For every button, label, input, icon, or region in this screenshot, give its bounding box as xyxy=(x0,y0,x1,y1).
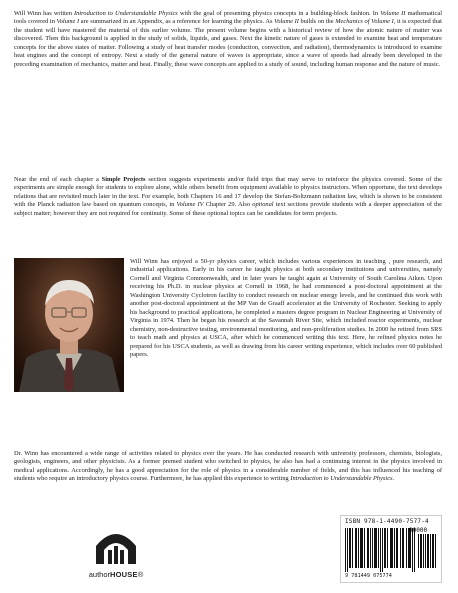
svg-text:90000: 90000 xyxy=(409,527,428,534)
isbn-barcode xyxy=(340,515,442,583)
publisher-name: authorHOUSE® xyxy=(88,570,144,579)
bio-paragraph: Will Winn has enjoyed a 50-yr physics career, which includes various experiences in teaching , pure research, and industrial applications. Early in his career he taught physics at both secondary institutions and universities, namely Cornell and Virginia Commonwealth, and in later years he taught again at University of South Carolina Aiken. Upon receiving his Ph.D. in nuclear physics at Cornell in 1968, he had commenced a post-doctoral appointment at the Washington University Cyclotron facility to conduct research on nuclear energy levels, and he continued this work with another post-doctoral appointment at the MP Van de Graaff accelerator at the University of Rochester. Seeking to apply his background to practical applications, he completed a masters degree program in Nuclear Engineering at University of Virginia in 1974. Then he began his research at the Savannah River Site, which included reactor experiments, nuclear chemistry, non-destructive testing, environmental monitoring, and non-proliferation studies. In 2000 he retired from SRS to teach math and physics at USCA, after which he commenced writing this text. Here, he refined physics notes he prepared for his USCA students, as well as drawing from his career writing experience, which includes over 60 published papers. xyxy=(130,258,442,358)
authorhouse-icon xyxy=(86,520,146,568)
projects-paragraph: Near the end of each chapter a Simple Projects section suggests experiments and/or field trips that may serve to reinforce the physics covered. Some of the experiments are simple enough for students to explore alone, while others benefit from equipment available to physics instructors. When opportune, the text develops relations that are revisited much later in the text. For example, both Chapters 16 and 17 develop the Stefan-Boltzmann radiation law, which is shown to be consistent with the Planck radiation law based on quantum concepts, in Volume IV Chapter 29. Also optional text sections provide students with a deeper appreciation of the subject matter; however they are not required for continuity. Some of these optional topics can be candidates for term projects. xyxy=(14,176,442,217)
closing-paragraph: Dr. Winn has encountered a wide range of activities related to physics over the years. He has conducted research with university professors, chemists, biologists, geologists, engineers, and other physicists. As a former premed student who switched to physics, he also has had a continuing interest in the physics involved in medical applications. Accordingly, he has a good appreciation for the role of physics in a considerable number of fields, and this has influenced his teaching of students who require an introductory physics course. Furthermore, he has applied this experience to writing Introduction to Understandable Physics. xyxy=(14,450,442,483)
isbn-number: ISBN 978-1-4490-7577-4 xyxy=(345,518,429,525)
intro-paragraph: Will Winn has written Introduction to Understandable Physics with the goal of presenting physics concepts in a building-block fashion. In Volume II mathematical tools covered in Volume I are summarized in an Appendix, as a reference for learning the physics. As Volume II builds on the Mechanics of Volume I, it is expected that the student will have mastered the material of this earlier volume. The present volume begins with a historical review of how the atomic nature of matter was discovered. Then this background is applied in the study of solids, liquids, and gases. Next the kinetic nature of gases is extended to examine heat and temperature concepts for the above states of matter. Following a study of heat transfer modes (conduction, convection, and radiation), thermodynamics is introduced to examine heat engines and the concept of entropy. Next a study of the general nature of waves is appropriate, since a wave of speeds had already been developed in the preceding examination of mechanics, matter and heat. Finally, these wave concepts are applied to a study of sound, including human response and the nature of music. xyxy=(14,10,442,68)
publisher-logo xyxy=(86,520,146,586)
price-code xyxy=(409,524,439,534)
barcode-digits: 9 781449 075774 xyxy=(345,573,392,579)
